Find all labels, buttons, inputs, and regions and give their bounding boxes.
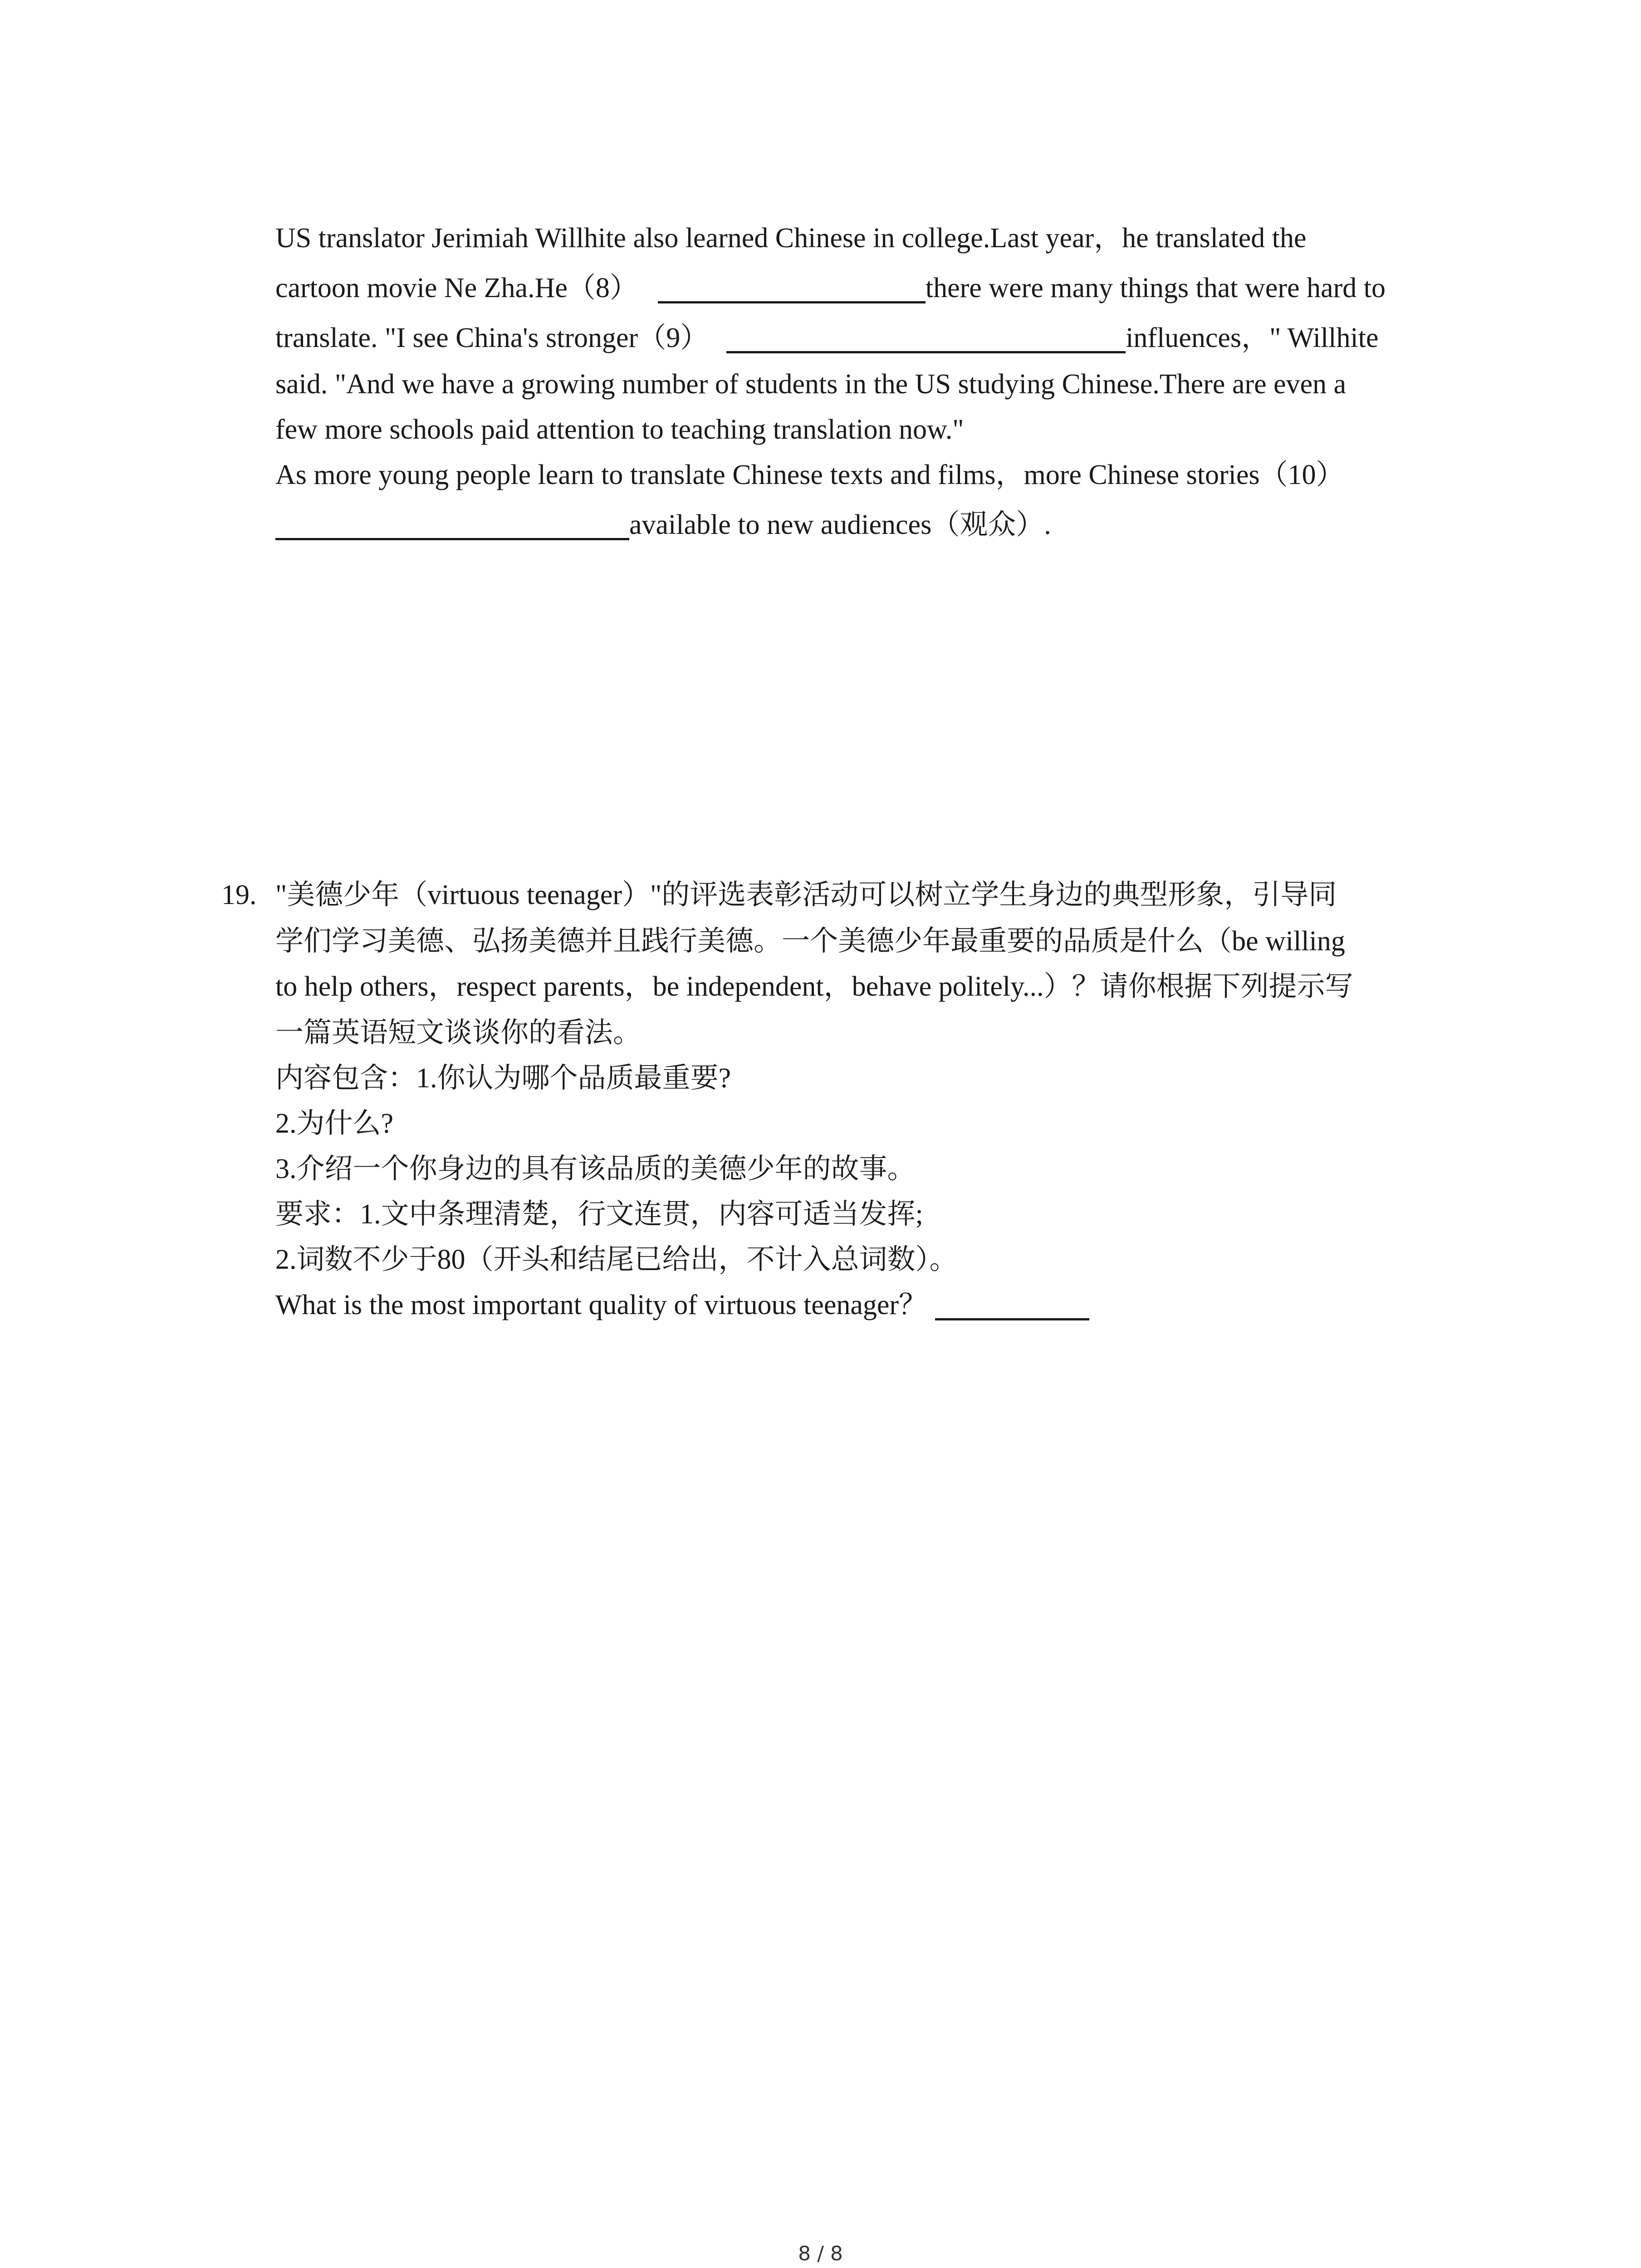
passage-line-2-end: there were many things that were hard to [925,273,1386,303]
q19-content-heading: 内容包含：1.你认为哪个品质最重要? [275,1063,731,1094]
question-number: 19. [221,880,257,910]
passage-line-3-end: influences，" Willhite [1126,323,1379,353]
passage-line-1: US translator Jerimiah Willhite also learned Chinese in college.Last year，he translated the [275,223,1307,254]
passage-line-5: few more schools paid attention to teaching translation now." [275,414,964,445]
page-number: 8 / 8 [798,2242,843,2265]
q19-content-point-3: 3.介绍一个你身边的具有该品质的美德少年的故事。 [275,1154,916,1184]
q19-prompt: What is the most important quality of virtuous teenager？ [275,1290,927,1320]
passage-line-3 [275,324,1378,353]
answer-blank-8[interactable] [658,301,926,303]
q19-prompt-line [275,1291,1089,1320]
q19-requirement-2: 2.词数不少于80（开头和结尾已给出，不计入总词数）。 [275,1244,958,1275]
q19-line-1: "美德少年（virtuous teenager）"的评选表彰活动可以树立学生身边的典型形象，引导同 [275,880,1337,910]
answer-blank-10[interactable] [275,538,629,540]
answer-blank-q19[interactable] [935,1318,1089,1320]
q19-line-2: 学们学习美德、弘扬美德并且践行美德。一个美德少年最重要的品质是什么（be willing [275,926,1345,957]
passage-line-7 [275,511,1051,540]
answer-blank-9[interactable] [726,351,1126,353]
passage-line-4: said. "And we have a growing number of students in the US studying Chinese.There are even a [275,369,1347,400]
passage-line-3-start: translate. "I see China's stronger（9） [275,323,709,353]
passage-line-6: As more young people learn to translate Chinese texts and films，more Chinese stories（10） [275,459,1344,490]
passage-line-2 [275,274,1386,303]
passage-line-7-end: available to new audiences（观众）. [629,509,1051,540]
q19-line-4: 一篇英语短文谈谈你的看法。 [275,1017,642,1048]
passage-line-2-start: cartoon movie Ne Zha.He（8） [275,273,638,303]
q19-line-3: to help others，respect parents，be independent，behave politely...）？请你根据下列提示写 [275,971,1353,1002]
q19-content-point-2: 2.为什么? [275,1108,394,1139]
q19-requirement-1: 要求：1.文中条理清楚，行文连贯，内容可适当发挥; [275,1199,923,1230]
